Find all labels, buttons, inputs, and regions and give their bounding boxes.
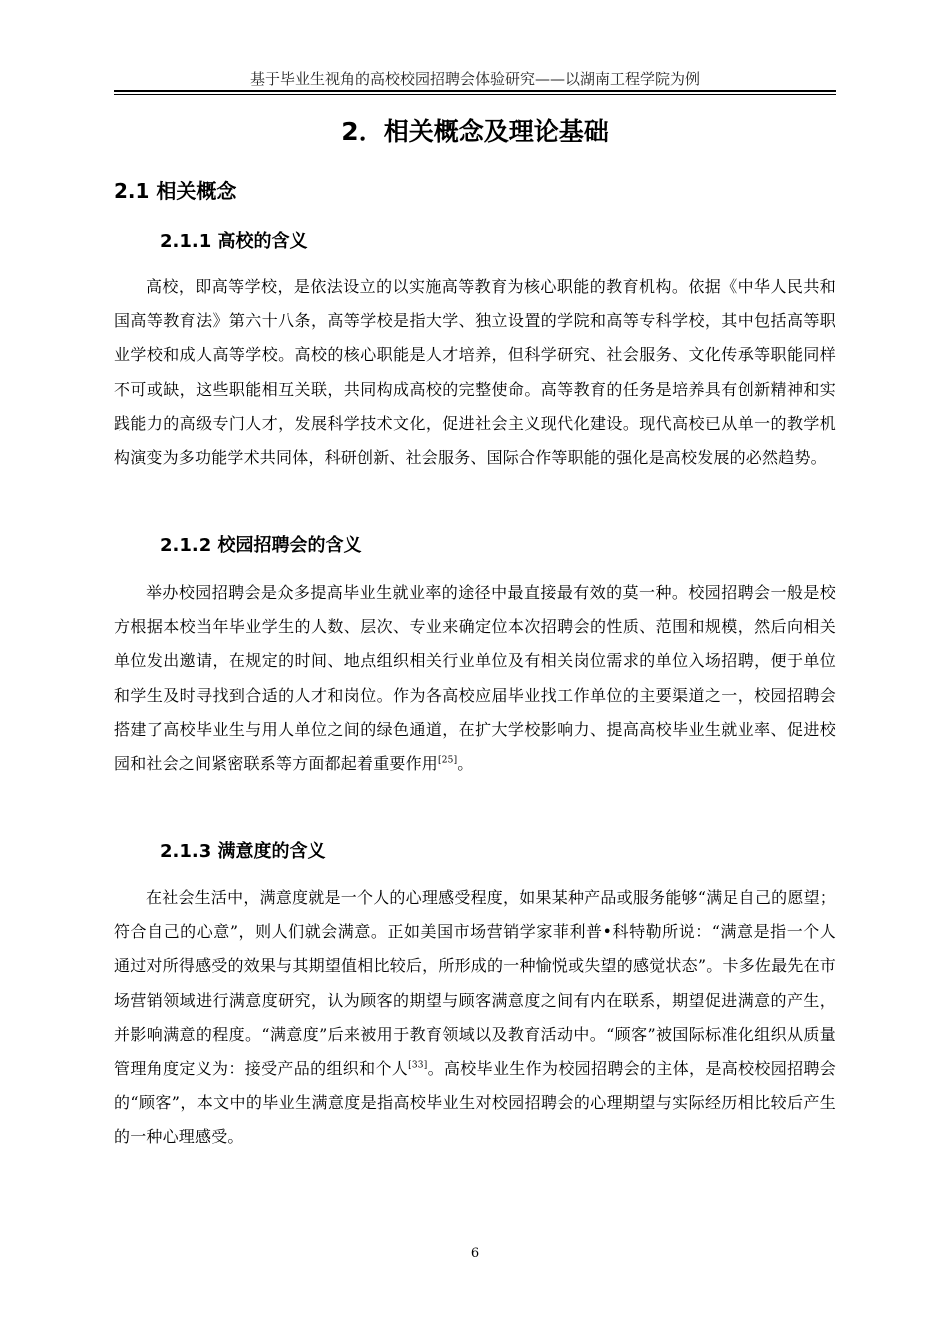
running-header: 基于毕业生视角的高校校园招聘会体验研究——以湖南工程学院为例 [249, 70, 700, 88]
subsection-title-2-1-2: 2.1.2 校园招聘会的含义 [160, 535, 362, 556]
subsection-title-2-1-1: 2.1.1 高校的含义 [160, 231, 308, 252]
citation-ref-33: [33] [408, 1060, 428, 1071]
section-title: 2.1 相关概念 [114, 179, 237, 203]
paragraph-2-1-3 [114, 881, 836, 1155]
page-number: 6 [470, 1246, 480, 1261]
header-rule-thin [114, 94, 836, 95]
paragraph-2-1-3-text: 在社会生活中，满意度就是一个人的心理感受程度，如果某种产品或服务能够“满足自己的愿望；符合自己的心意”，则人们就会满意。正如美国市场营销学家菲利普•科特勒所说：“满意是指一个人通过对所得感受的效果与其期望值相比较后，所形成的一种愉悦或失望的感觉状态”。卡多佐最先在市场营销领域进行满意度研究，认为顾客的期望与顾客满意度之间有内在联系，期望促进满意的产生，并影响满意的程度。“满意度”后来被用于教育领域以及教育活动中。“顾客”被国际标准化组织从质量管理角度定义为：接受产品的组织和个人 [114, 888, 836, 1079]
header-rule-thick [114, 90, 836, 92]
chapter-title: 2．相关概念及理论基础 [341, 117, 609, 146]
citation-ref-25: [25] [438, 755, 458, 766]
paragraph-2-1-2-end: 。 [457, 754, 474, 774]
subsection-title-2-1-3: 2.1.3 满意度的含义 [160, 841, 326, 862]
paragraph-2-1-1: 高校，即高等学校，是依法设立的以实施高等教育为核心职能的教育机构。依据《中华人民共和国高等教育法》第六十八条，高等学校是指大学、独立设置的学院和高等专科学校，其中包括高等职业学校和成人高等学校。高校的核心职能是人才培养，但科学研究、社会服务、文化传承等职能同样不可或缺，这些职能相互关联，共同构成高校的完整使命。高等教育的任务是培养具有创新精神和实践能力的高级专门人才，发展科学技术文化，促进社会主义现代化建设。现代高校已从单一的教学机构演变为多功能学术共同体，科研创新、社会服务、国际合作等职能的强化是高校发展的必然趋势。 [114, 277, 836, 468]
paragraph-2-1-3-end: 。高校毕业生作为校园招聘会的主体，是高校校园招聘会的“顾客”，本文中的毕业生满意度是指高校毕业生对校园招聘会的心理期望与实际经历相比较后产生的一种心理感受。 [114, 1059, 836, 1147]
paragraph-2-1-2-text: 举办校园招聘会是众多提高毕业生就业率的途径中最直接最有效的莫一种。校园招聘会一般是校方根据本校当年毕业学生的人数、层次、专业来确定位本次招聘会的性质、范围和规模，然后向相关单位发出邀请，在规定的时间、地点组织相关行业单位及有相关岗位需求的单位入场招聘，便于单位和学生及时寻找到合适的人才和岗位。作为各高校应届毕业找工作单位的主要渠道之一，校园招聘会搭建了高校毕业生与用人单位之间的绿色通道，在扩大学校影响力、提高高校毕业生就业率、促进校园和社会之间紧密联系等方面都起着重要作用 [114, 583, 836, 774]
paragraph-2-1-2 [114, 576, 836, 781]
